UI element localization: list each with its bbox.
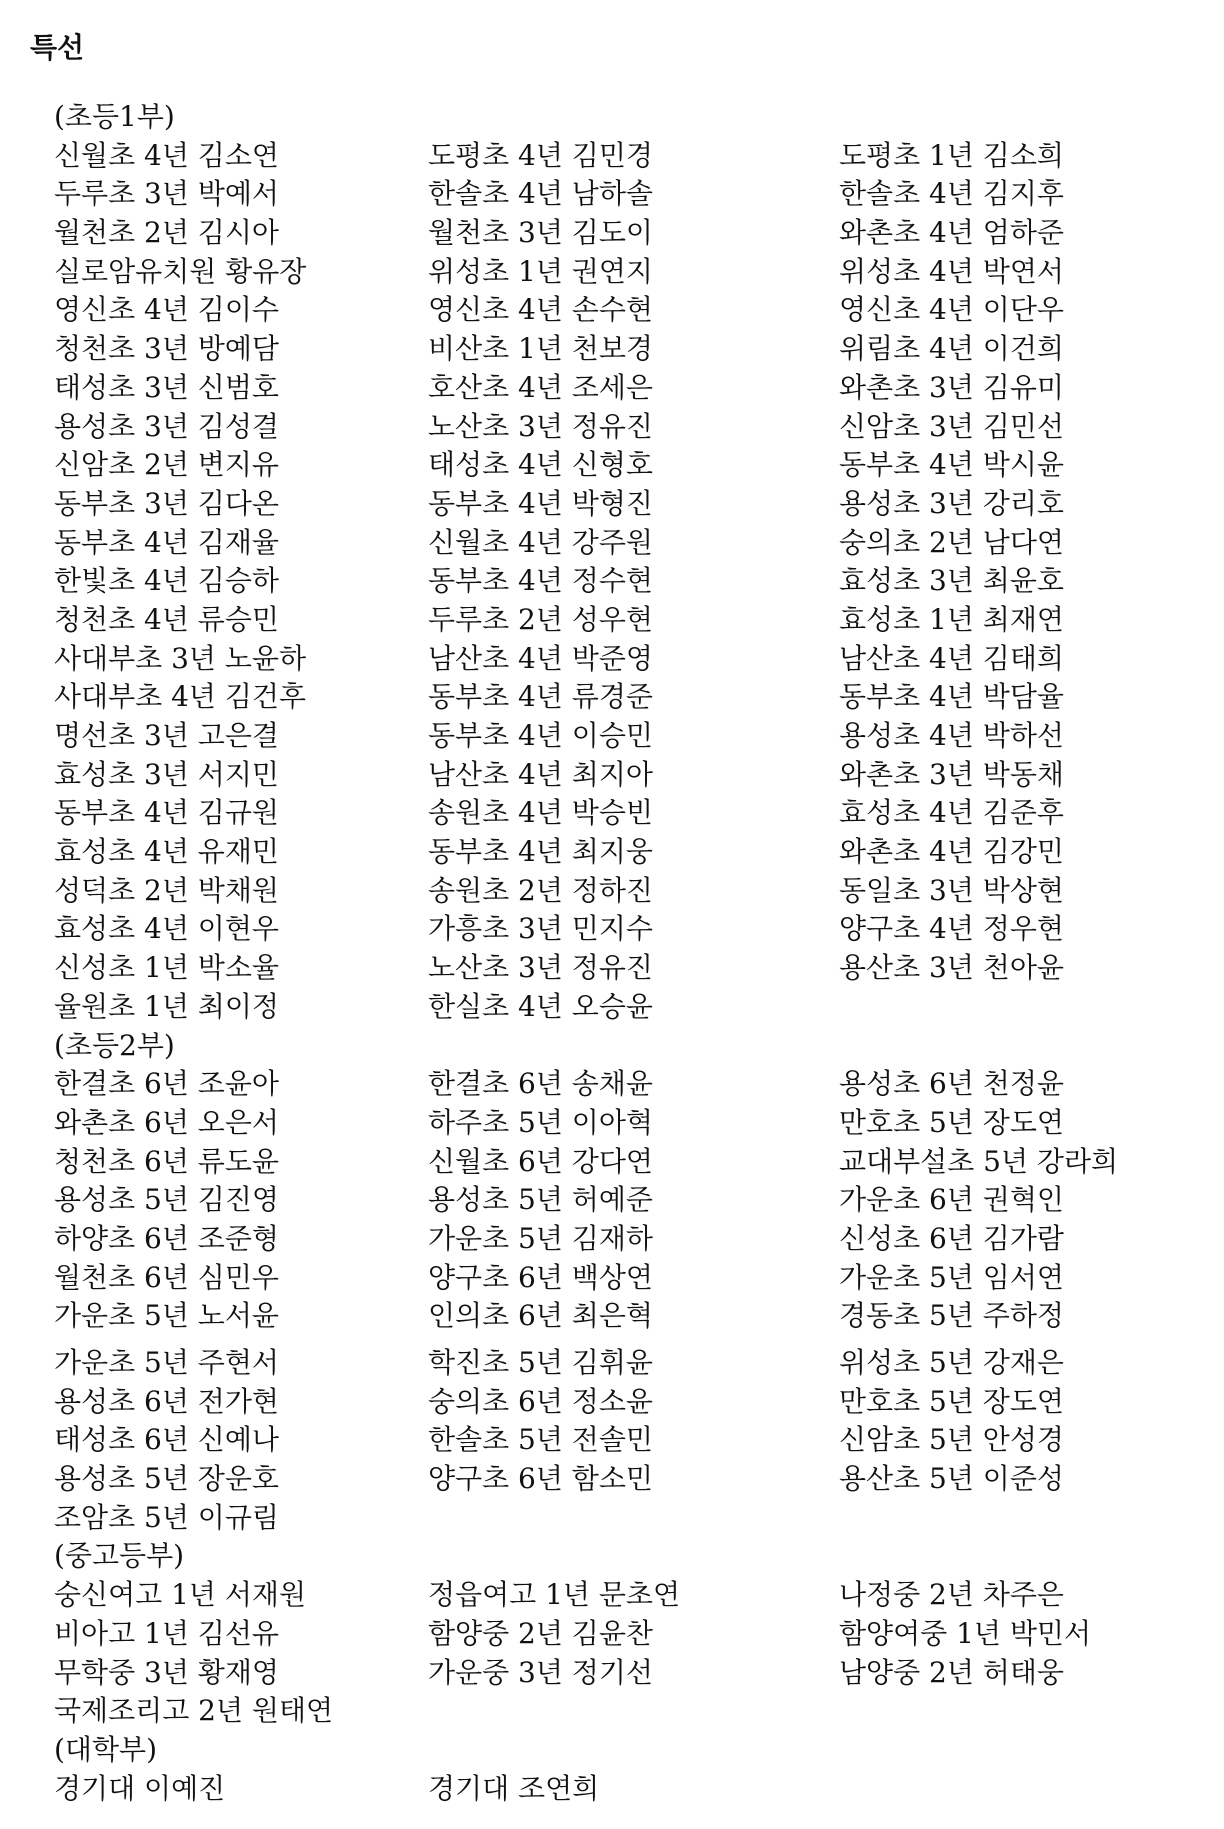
winner-entry: 남산초 4년 김태희 xyxy=(839,641,1064,675)
winner-row xyxy=(54,1499,1214,1538)
winner-entry: 용성초 4년 박하선 xyxy=(839,719,1064,752)
winner-entry: 신월초 6년 강다연 xyxy=(428,1144,653,1178)
winner-entry: 와촌초 4년 엄하준 xyxy=(839,216,1064,250)
section-heading: (초등1부) xyxy=(54,100,175,133)
winner-entry: 효성초 3년 서지민 xyxy=(54,757,279,791)
winner-entry: 용성초 3년 김성결 xyxy=(54,409,279,443)
winner-row xyxy=(54,1181,1214,1220)
winner-row xyxy=(54,175,1214,214)
page-title: 특선 xyxy=(30,31,85,64)
winner-entry: 월천초 3년 김도이 xyxy=(428,216,653,250)
winner-entry: 성덕초 2년 박채원 xyxy=(54,873,279,907)
winner-entry: 용성초 6년 천정윤 xyxy=(839,1067,1064,1101)
winner-row xyxy=(54,1220,1214,1259)
winner-entry: 율원초 1년 최이정 xyxy=(54,989,279,1023)
winner-entry: 비산초 1년 천보경 xyxy=(428,332,653,366)
winner-entry: 남양중 2년 허태웅 xyxy=(839,1655,1064,1689)
winner-row xyxy=(54,1344,1214,1383)
winner-entry: 용성초 5년 김진영 xyxy=(54,1183,279,1217)
winner-entry: 청천초 3년 방예담 xyxy=(54,332,279,366)
winner-entry: 동부초 4년 박담율 xyxy=(839,680,1064,714)
winner-row xyxy=(54,1104,1214,1143)
winner-entry: 효성초 4년 유재민 xyxy=(54,835,279,869)
winner-entry: 숭의초 2년 남다연 xyxy=(839,525,1064,559)
winner-entry: 함양중 2년 김윤찬 xyxy=(428,1616,653,1650)
winner-row xyxy=(54,988,1214,1027)
winner-row xyxy=(54,253,1214,292)
winner-entry xyxy=(839,1770,1199,1809)
winner-entry: 용성초 3년 강리호 xyxy=(839,486,1064,520)
winner-row xyxy=(54,1259,1214,1298)
winner-entry xyxy=(839,988,1199,1027)
winner-row xyxy=(54,214,1214,253)
winner-entry: 월천초 2년 김시아 xyxy=(54,216,279,250)
winner-row xyxy=(54,369,1214,408)
winner-row xyxy=(54,137,1214,176)
winner-entry: 와촌초 4년 김강민 xyxy=(839,835,1064,869)
winner-entry: 양구초 6년 함소민 xyxy=(428,1462,653,1496)
winner-entry: 신월초 4년 강주원 xyxy=(428,525,653,559)
winner-entry: 남산초 4년 박준영 xyxy=(428,641,653,675)
winner-entry: 청천초 4년 류승민 xyxy=(54,602,279,636)
winner-row xyxy=(54,1065,1214,1104)
winner-entry: 신성초 1년 박소율 xyxy=(54,951,279,985)
winner-entry: 동일초 3년 박상현 xyxy=(839,873,1064,907)
winner-entry: 동부초 4년 박시윤 xyxy=(839,448,1064,482)
winner-entry: 용산초 3년 천아윤 xyxy=(839,951,1064,985)
winner-entry: 효성초 4년 김준후 xyxy=(839,796,1064,830)
winner-entry: 숭의초 6년 정소윤 xyxy=(428,1384,653,1418)
winner-entry xyxy=(839,1692,1199,1731)
winner-row xyxy=(54,1460,1214,1499)
winner-entry: 학진초 5년 김휘윤 xyxy=(428,1346,653,1379)
winner-row xyxy=(54,1297,1214,1336)
winner-row xyxy=(54,562,1214,601)
winner-entry: 비아고 1년 김선유 xyxy=(54,1616,279,1650)
winner-entry: 신성초 6년 김가람 xyxy=(839,1221,1064,1255)
winner-entry: 가운초 5년 김재하 xyxy=(428,1221,653,1255)
winner-entry xyxy=(839,1499,1199,1538)
section-heading: (중고등부) xyxy=(54,1539,185,1573)
winner-entry: 두루초 2년 성우현 xyxy=(428,602,653,636)
winner-row xyxy=(54,1576,1214,1615)
winner-entry: 효성초 1년 최재연 xyxy=(839,602,1064,636)
winner-entry: 한실초 4년 오승윤 xyxy=(428,989,653,1023)
winner-entry: 국제조리고 2년 원태연 xyxy=(54,1694,334,1728)
winner-entry: 태성초 6년 신예나 xyxy=(54,1423,279,1457)
winner-entry: 동부초 4년 김규원 xyxy=(54,796,279,830)
winner-entry: 양구초 4년 정우현 xyxy=(839,912,1064,946)
winner-row xyxy=(54,330,1214,369)
winner-entry: 동부초 4년 최지웅 xyxy=(428,835,653,869)
winner-entry: 신암초 2년 변지유 xyxy=(54,448,279,482)
winner-row xyxy=(54,1770,1214,1809)
winner-entry: 가운초 5년 주현서 xyxy=(54,1346,279,1379)
winner-entry: 정읍여고 1년 문초연 xyxy=(428,1578,681,1612)
winner-entry: 와촌초 3년 김유미 xyxy=(839,370,1064,404)
winner-row xyxy=(54,1615,1214,1654)
winner-entry: 가운초 5년 노서윤 xyxy=(54,1299,279,1333)
winner-entry: 동부초 4년 이승민 xyxy=(428,719,653,752)
winner-row xyxy=(54,1421,1214,1460)
winner-row xyxy=(54,717,1214,756)
winner-entry: 한빛초 4년 김승하 xyxy=(54,564,279,598)
winner-row xyxy=(54,833,1214,872)
winner-entry: 조암초 5년 이규림 xyxy=(54,1500,279,1534)
winner-entry: 동부초 4년 박형진 xyxy=(428,486,653,520)
winner-row xyxy=(54,446,1214,485)
section-heading: (초등2부) xyxy=(54,1028,175,1062)
winner-entry: 교대부설초 5년 강라희 xyxy=(839,1144,1119,1178)
winner-row xyxy=(54,910,1214,949)
winner-entry: 영신초 4년 김이수 xyxy=(54,293,279,327)
winner-entry: 인의초 6년 최은혁 xyxy=(428,1299,653,1333)
winner-entry: 하주초 5년 이아혁 xyxy=(428,1105,653,1139)
winner-entry: 경기대 이예진 xyxy=(54,1771,226,1805)
winner-entry: 노산초 3년 정유진 xyxy=(428,951,653,985)
winner-entry: 나정중 2년 차주은 xyxy=(839,1578,1064,1612)
winner-entry: 동부초 4년 정수현 xyxy=(428,564,653,598)
award-list xyxy=(54,98,1214,1808)
winner-entry xyxy=(428,1499,839,1538)
winner-entry: 태성초 3년 신범호 xyxy=(54,370,279,404)
winner-entry: 가흥초 3년 민지수 xyxy=(428,912,653,946)
winner-entry: 효성초 4년 이현우 xyxy=(54,912,279,946)
winner-entry: 가운초 5년 임서연 xyxy=(839,1260,1064,1294)
winner-row xyxy=(54,756,1214,795)
winner-entry: 송원초 2년 정하진 xyxy=(428,873,653,907)
winner-entry: 무학중 3년 황재영 xyxy=(54,1655,279,1689)
winner-entry: 동부초 4년 류경준 xyxy=(428,680,653,714)
winner-entry: 사대부초 3년 노윤하 xyxy=(54,641,307,675)
winner-entry xyxy=(428,1692,839,1731)
winner-entry: 만호초 5년 장도연 xyxy=(839,1105,1064,1139)
winner-entry: 용성초 5년 장운호 xyxy=(54,1462,279,1496)
winner-entry: 숭신여고 1년 서재원 xyxy=(54,1578,307,1612)
winner-row xyxy=(54,291,1214,330)
winner-entry: 신암초 5년 안성경 xyxy=(839,1423,1064,1457)
winner-entry: 한솔초 4년 남하솔 xyxy=(428,177,653,211)
winner-entry: 신월초 4년 김소연 xyxy=(54,138,279,172)
winner-entry: 함양여중 1년 박민서 xyxy=(839,1616,1092,1650)
winner-entry: 한솔초 5년 전솔민 xyxy=(428,1423,653,1457)
winner-row xyxy=(54,524,1214,563)
winner-entry: 남산초 4년 최지아 xyxy=(428,757,653,791)
winner-row xyxy=(54,872,1214,911)
winner-entry: 효성초 3년 최윤호 xyxy=(839,564,1064,598)
winner-row xyxy=(54,1143,1214,1182)
winner-entry: 용성초 5년 허예준 xyxy=(428,1183,653,1217)
winner-entry: 태성초 4년 신형호 xyxy=(428,448,653,482)
winner-entry: 송원초 4년 박승빈 xyxy=(428,796,653,830)
winner-entry: 도평초 1년 김소희 xyxy=(839,138,1064,172)
winner-entry: 용산초 5년 이준성 xyxy=(839,1462,1064,1496)
winner-entry: 위성초 4년 박연서 xyxy=(839,254,1064,288)
winner-row xyxy=(54,640,1214,679)
winner-entry: 신암초 3년 김민선 xyxy=(839,409,1064,443)
winner-row xyxy=(54,794,1214,833)
winner-entry: 실로암유치원 황유장 xyxy=(54,254,307,288)
winner-entry: 월천초 6년 심민우 xyxy=(54,1260,279,1294)
winner-entry: 경기대 조연희 xyxy=(428,1771,600,1805)
winner-entry: 한결초 6년 송채윤 xyxy=(428,1067,653,1101)
winner-row xyxy=(54,1654,1214,1693)
winner-entry: 두루초 3년 박예서 xyxy=(54,177,279,211)
winner-entry: 용성초 6년 전가현 xyxy=(54,1384,279,1418)
winner-entry: 만호초 5년 장도연 xyxy=(839,1384,1064,1418)
winner-entry: 노산초 3년 정유진 xyxy=(428,409,653,443)
winner-entry: 위성초 1년 권연지 xyxy=(428,254,653,288)
winner-entry: 위림초 4년 이건희 xyxy=(839,332,1064,366)
winner-entry: 양구초 6년 백상연 xyxy=(428,1260,653,1294)
winner-entry: 동부초 4년 김재율 xyxy=(54,525,279,559)
winner-entry: 한결초 6년 조윤아 xyxy=(54,1067,279,1101)
winner-entry: 경동초 5년 주하정 xyxy=(839,1299,1064,1333)
winner-row xyxy=(54,678,1214,717)
winner-row xyxy=(54,408,1214,447)
winner-entry: 사대부초 4년 김건후 xyxy=(54,680,307,714)
winner-entry: 영신초 4년 이단우 xyxy=(839,293,1064,327)
winner-entry: 와촌초 3년 박동채 xyxy=(839,757,1064,791)
winner-entry: 도평초 4년 김민경 xyxy=(428,138,653,172)
winner-row xyxy=(54,1383,1214,1422)
winner-entry: 가운중 3년 정기선 xyxy=(428,1655,653,1689)
winner-entry: 영신초 4년 손수현 xyxy=(428,293,653,327)
winner-entry: 청천초 6년 류도윤 xyxy=(54,1144,279,1178)
winner-entry: 하양초 6년 조준형 xyxy=(54,1221,279,1255)
winner-row xyxy=(54,601,1214,640)
winner-entry: 와촌초 6년 오은서 xyxy=(54,1105,279,1139)
winner-entry: 가운초 6년 권혁인 xyxy=(839,1183,1064,1217)
winner-entry: 명선초 3년 고은결 xyxy=(54,719,279,752)
winner-row xyxy=(54,1692,1214,1731)
winner-entry: 동부초 3년 김다온 xyxy=(54,486,279,520)
section-heading: (대학부) xyxy=(54,1732,157,1766)
winner-entry: 위성초 5년 강재은 xyxy=(839,1346,1064,1379)
winner-entry: 호산초 4년 조세은 xyxy=(428,370,653,404)
winner-row xyxy=(54,485,1214,524)
winner-row xyxy=(54,949,1214,988)
winner-entry: 한솔초 4년 김지후 xyxy=(839,177,1064,211)
